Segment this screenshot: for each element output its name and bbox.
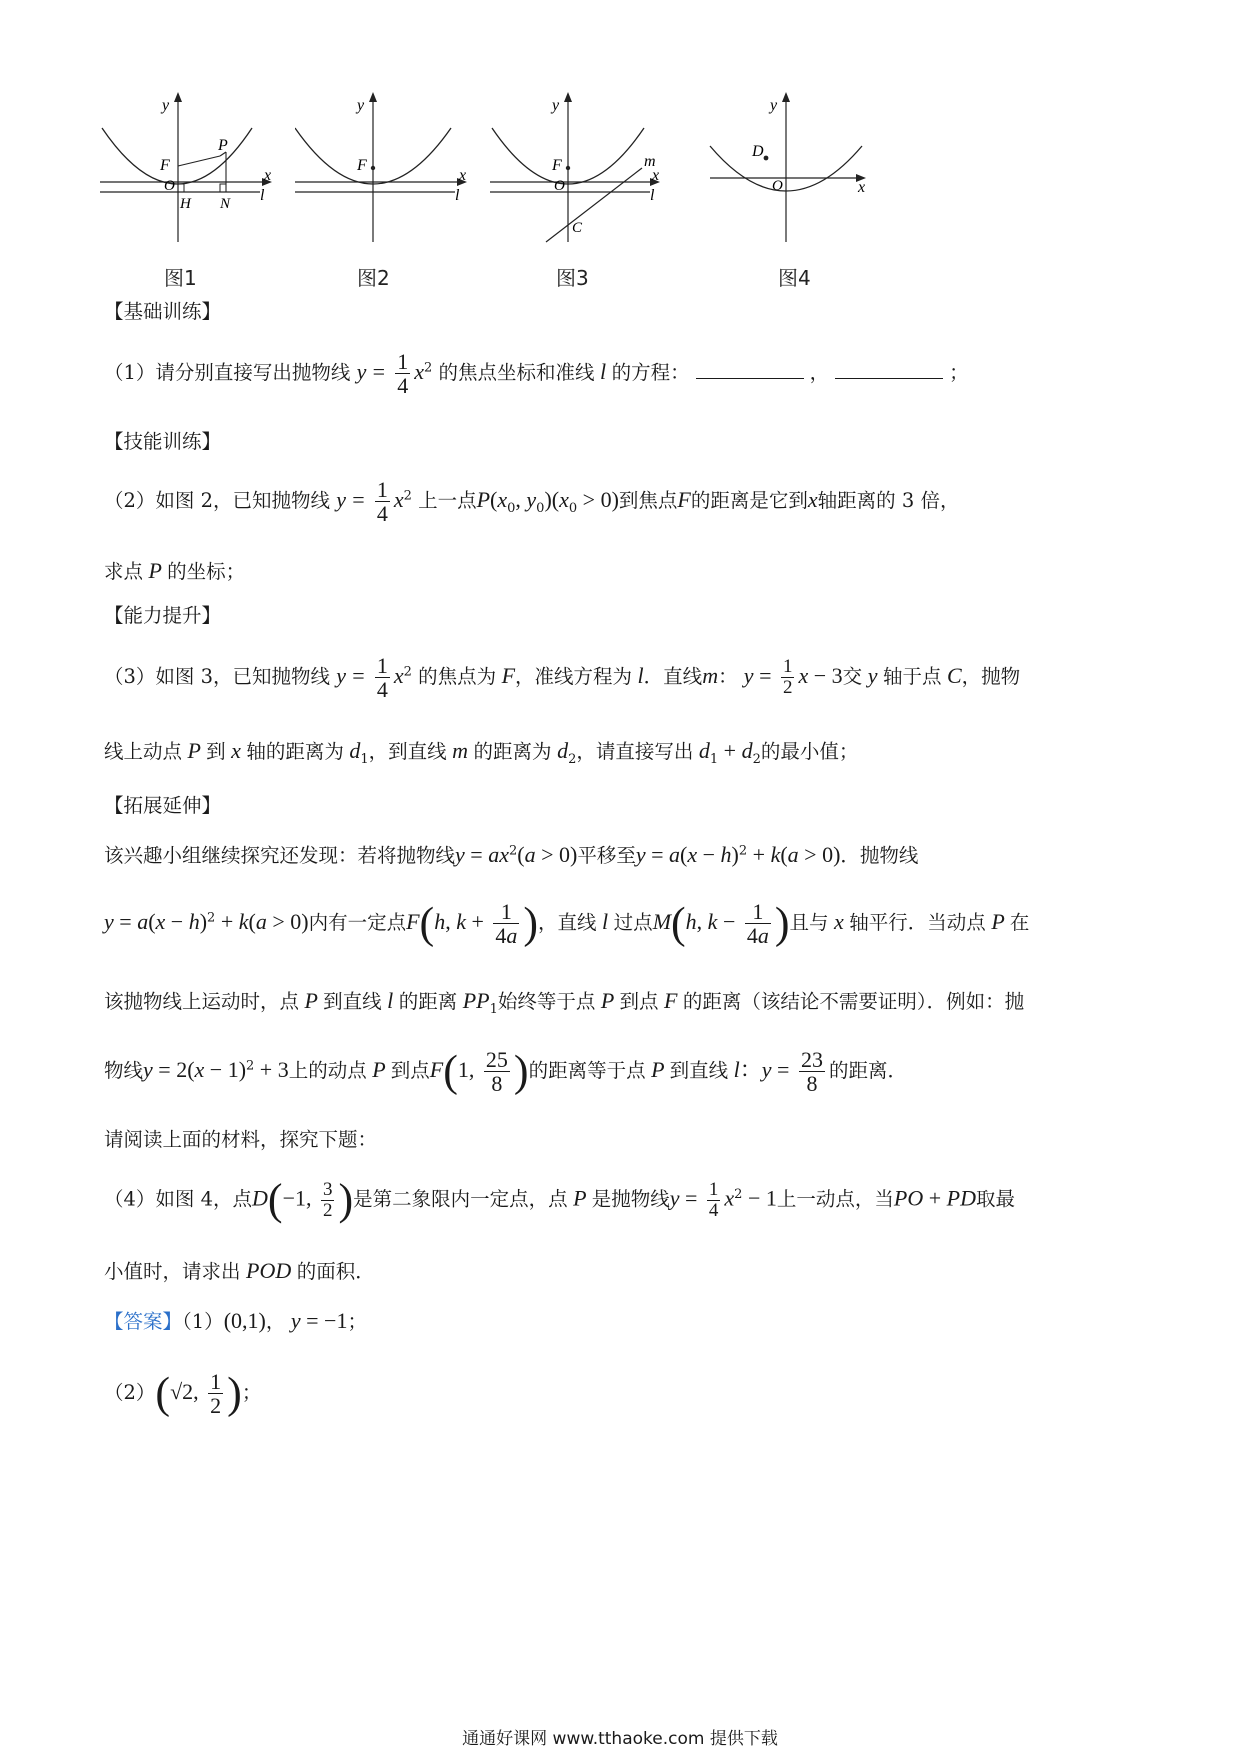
ext-l3c: 的距离 bbox=[398, 990, 458, 1013]
q1-prefix: （1）请分别直接写出抛物线 bbox=[104, 361, 351, 385]
section-basic: 【基础训练】 bbox=[104, 300, 222, 323]
ext-l2c: 过点 bbox=[613, 911, 653, 935]
figure-4 bbox=[706, 90, 886, 290]
q4-text2: 是抛物线 bbox=[591, 1187, 670, 1211]
fig3-l-label: l bbox=[650, 187, 655, 204]
fig1-h-label: H bbox=[180, 196, 191, 212]
answer-1-label: （1） bbox=[182, 1310, 224, 1333]
q4-line2a: 小值时，请求出 bbox=[104, 1260, 241, 1283]
ext-l4b: 上的动点 bbox=[288, 1059, 367, 1083]
answer-2-label: （2） bbox=[104, 1381, 156, 1405]
fraction-one-over-4a: $\frac{1}{4a}$ bbox=[495, 899, 518, 949]
fig4-x-label: x bbox=[858, 179, 866, 196]
q4-text3: 上一动点，当 bbox=[776, 1187, 894, 1211]
figure-1-graph bbox=[100, 90, 290, 250]
fig3-c-label: C bbox=[572, 220, 583, 236]
ext-l3d: 始终等于点 bbox=[497, 990, 596, 1013]
answer-line-1: 【答案】（1）(0,1)， y = −1； bbox=[104, 1308, 367, 1333]
fig1-l-label: l bbox=[260, 187, 265, 204]
fraction-quarter: $\frac{1}{4}$ bbox=[376, 477, 388, 527]
figure-2 bbox=[295, 90, 485, 290]
q2-text2: 到焦点 bbox=[618, 489, 678, 513]
fig1-x-label: x bbox=[264, 167, 272, 184]
answer-2-end: ； bbox=[241, 1381, 262, 1405]
fig3-caption: 图3 bbox=[556, 266, 589, 290]
fig2-caption: 图2 bbox=[357, 266, 390, 290]
fig3-f-label: F bbox=[552, 157, 562, 174]
question-3-line-2: 线上动点 P 到 x 轴的距离为 $d_1$，到直线 m 的距离为 $d_2$，请直接写出 $d_1 + d_2$的最小值； bbox=[104, 738, 859, 767]
ext-l2f: 在 bbox=[1009, 911, 1030, 935]
q3-line2g: 的最小值； bbox=[760, 740, 859, 763]
fraction-3-2: $\frac{3}{2}$ bbox=[322, 1178, 333, 1221]
q3-line2e: 的距离为 bbox=[473, 740, 552, 763]
q1-suffix: 的方程： bbox=[611, 361, 690, 385]
footer-text: 通通好课网 www.tthaoke.com 提供下载 bbox=[462, 1729, 778, 1749]
fig1-f-label: F bbox=[160, 157, 170, 174]
fig1-caption: 图1 bbox=[164, 266, 197, 290]
answer-line-2: （2）(√2, $\frac{1}{2}$ )； bbox=[104, 1368, 262, 1419]
q3-line2f: ，请直接写出 bbox=[576, 740, 694, 763]
q3-line2b: 到 bbox=[206, 740, 226, 763]
ext-l2e: 轴平行．当动点 bbox=[849, 911, 986, 935]
answer-blank-2[interactable] bbox=[835, 358, 943, 379]
q4-prefix: （4）如图 4，点 bbox=[104, 1187, 253, 1211]
fig2-l-label: l bbox=[455, 187, 460, 204]
fraction-quarter: $\frac{1}{4}$ bbox=[397, 349, 409, 399]
ext-l4f: 的距离． bbox=[828, 1059, 907, 1083]
answer-1-sep: ， bbox=[265, 1310, 286, 1333]
q3-text7: ，抛物 bbox=[961, 665, 1021, 689]
ext-line-5: 请阅读上面的材料，探究下题： bbox=[104, 1128, 378, 1151]
fig1-y-label: y bbox=[162, 97, 170, 114]
fig4-d-label: D bbox=[752, 143, 764, 160]
question-2-line-2: 求点 P 的坐标； bbox=[104, 558, 246, 583]
question-1: （1）请分别直接写出抛物线 y = $\frac{1}{4}$ $x^2$ 的焦点坐标和准线 l 的方程： ， ； bbox=[104, 349, 969, 399]
ext-l2d: 且与 bbox=[789, 911, 829, 935]
q3-line2d: ，到直线 bbox=[368, 740, 447, 763]
ext-l1b: 平移至 bbox=[577, 844, 636, 867]
answer-1-end: ； bbox=[347, 1310, 367, 1333]
q2-line2: 求点 bbox=[104, 560, 144, 583]
ext-l4d: 的距离等于点 bbox=[528, 1059, 646, 1083]
q1-mid: 的焦点坐标和准线 bbox=[438, 361, 595, 385]
ext-l3b: 到直线 bbox=[323, 990, 382, 1013]
fig4-o-label: O bbox=[772, 178, 783, 194]
q2-line2b: 的坐标； bbox=[167, 560, 246, 583]
figure-2-graph bbox=[295, 90, 485, 250]
answer-tag: 【答案】 bbox=[104, 1310, 183, 1333]
question-4-line-2: 小值时，请求出 POD 的面积． bbox=[104, 1258, 375, 1283]
q3-prefix: （3）如图 3，已知抛物线 bbox=[104, 665, 331, 689]
fig3-m-label: m bbox=[644, 153, 656, 170]
ext-line-2: $y = a(x - h)^2 + k(a > 0)$内有一定点F(h, k + $\frac{1}{4a}$ )，直线 l 过点M(h, k − $\frac{1}{4a}$ )且与 x 轴平行．当动点 P 在 bbox=[104, 898, 1030, 949]
q3-line2a: 线上动点 bbox=[104, 740, 183, 763]
ext-l4c: 到点 bbox=[390, 1059, 430, 1083]
ext-l1c: ．抛物线 bbox=[840, 844, 919, 867]
fraction-1-2: $\frac{1}{2}$ bbox=[210, 1369, 222, 1419]
figure-3 bbox=[490, 90, 690, 290]
ext-l3a: 该抛物线上运动时，点 bbox=[104, 990, 300, 1013]
ext-l1a: 该兴趣小组继续探究还发现：若将抛物线 bbox=[104, 844, 456, 867]
figure-4-graph bbox=[706, 90, 886, 250]
q3-text6: 轴于点 bbox=[882, 665, 942, 689]
q4-text4: 取最 bbox=[975, 1187, 1015, 1211]
fig1-p-label: P bbox=[218, 137, 228, 154]
fig1-n-label: N bbox=[220, 196, 231, 212]
question-3: （3）如图 3，已知抛物线 y = $\frac{1}{4}$ $x^2$ 的焦点为 F，准线方程为 l．直线m： y = $\frac{1}{2}$ x − 3交 y 轴于点 C，抛物 bbox=[104, 653, 1021, 703]
question-2: （2）如图 2，已知抛物线 y = $\frac{1}{4}$ $x^2$ 上一点$P(x_0$, $y_0)(x_0 > 0)$到焦点F的距离是它到x轴距离的 3 倍， bbox=[104, 477, 960, 527]
ext-line-4: 物线$y = 2(x - 1)^2 + 3$上的动点 P 到点F(1, $\frac{25}{8}$ )的距离等于点 P 到直线 l：y = $\frac{23}{8}$ 的距离． bbox=[104, 1046, 907, 1097]
fig4-y-label: y bbox=[770, 97, 778, 114]
fig2-x-label: x bbox=[459, 167, 467, 184]
fraction-quarter: $\frac{1}{4}$ bbox=[376, 653, 388, 703]
q2-text1: 上一点 bbox=[418, 489, 477, 513]
q3-line2c: 轴的距离为 bbox=[246, 740, 344, 763]
q3-text1: 的焦点为 bbox=[418, 665, 497, 689]
ext-l2a: 内有一定点 bbox=[308, 911, 407, 935]
q2-text4: 轴距离的 3 倍， bbox=[817, 489, 960, 513]
section-extend: 【拓展延伸】 bbox=[104, 794, 222, 817]
section-skill: 【技能训练】 bbox=[104, 430, 222, 453]
fig4-caption: 图4 bbox=[778, 266, 811, 290]
fraction-25-8: $\frac{25}{8}$ bbox=[485, 1047, 508, 1097]
ext-l4e: 到直线 bbox=[669, 1059, 729, 1083]
fig3-x-label: x bbox=[652, 167, 660, 184]
q3-text4: ： bbox=[718, 665, 738, 689]
q1-separator: ， bbox=[809, 361, 830, 385]
q1-end: ； bbox=[949, 361, 969, 385]
figure-1 bbox=[100, 90, 290, 290]
ext-l2b: ，直线 bbox=[538, 911, 597, 935]
fraction-half: $\frac{1}{2}$ bbox=[782, 656, 793, 699]
ext-l3f: 的距离（该结论不需要证明）．例如：抛 bbox=[682, 990, 1025, 1013]
ext-l4a: 物线 bbox=[104, 1059, 144, 1083]
q2-prefix: （2）如图 2，已知抛物线 bbox=[104, 489, 331, 513]
q3-text5: 交 bbox=[842, 665, 863, 689]
ext-line-3: 该抛物线上运动时，点 P 到直线 l 的距离 $PP_1$始终等于点 P 到点 F 的距离（该结论不需要证明）．例如：抛 bbox=[104, 988, 1025, 1017]
figure-3-graph bbox=[490, 90, 690, 250]
q4-line2b: 的面积． bbox=[296, 1260, 375, 1283]
fig1-o-label: O bbox=[164, 178, 175, 194]
q4-text1: 是第二象限内一定点，点 bbox=[353, 1187, 568, 1211]
answer-blank-1[interactable] bbox=[696, 358, 804, 379]
ext-line-1: 该兴趣小组继续探究还发现：若将抛物线$y = ax^2(a > 0)$平移至$y = a(x - h)^2 + k(a > 0)$．抛物线 bbox=[104, 842, 919, 867]
question-4: （4）如图 4，点D(−1, $\frac{3}{2}$ )是第二象限内一定点，点 P 是抛物线y = $\frac{1}{4}$ $x^2 - 1$上一动点，当PO + PD取最 bbox=[104, 1175, 1015, 1224]
fig3-o-label: O bbox=[554, 178, 565, 194]
q2-text3: 的距离是它到 bbox=[690, 489, 808, 513]
fig2-y-label: y bbox=[357, 97, 365, 114]
fraction-one-over-4a: $\frac{1}{4a}$ bbox=[746, 899, 769, 949]
fraction-quarter: $\frac{1}{4}$ bbox=[708, 1178, 719, 1221]
q3-text2: ，准线方程为 bbox=[515, 665, 633, 689]
section-ability: 【能力提升】 bbox=[104, 604, 222, 627]
fig3-y-label: y bbox=[552, 97, 560, 114]
ext-l3e: 到点 bbox=[619, 990, 659, 1013]
fig2-f-label: F bbox=[357, 157, 367, 174]
figure-row bbox=[100, 90, 1000, 310]
fraction-23-8: $\frac{23}{8}$ bbox=[800, 1047, 823, 1097]
q3-text3: ．直线 bbox=[643, 665, 703, 689]
